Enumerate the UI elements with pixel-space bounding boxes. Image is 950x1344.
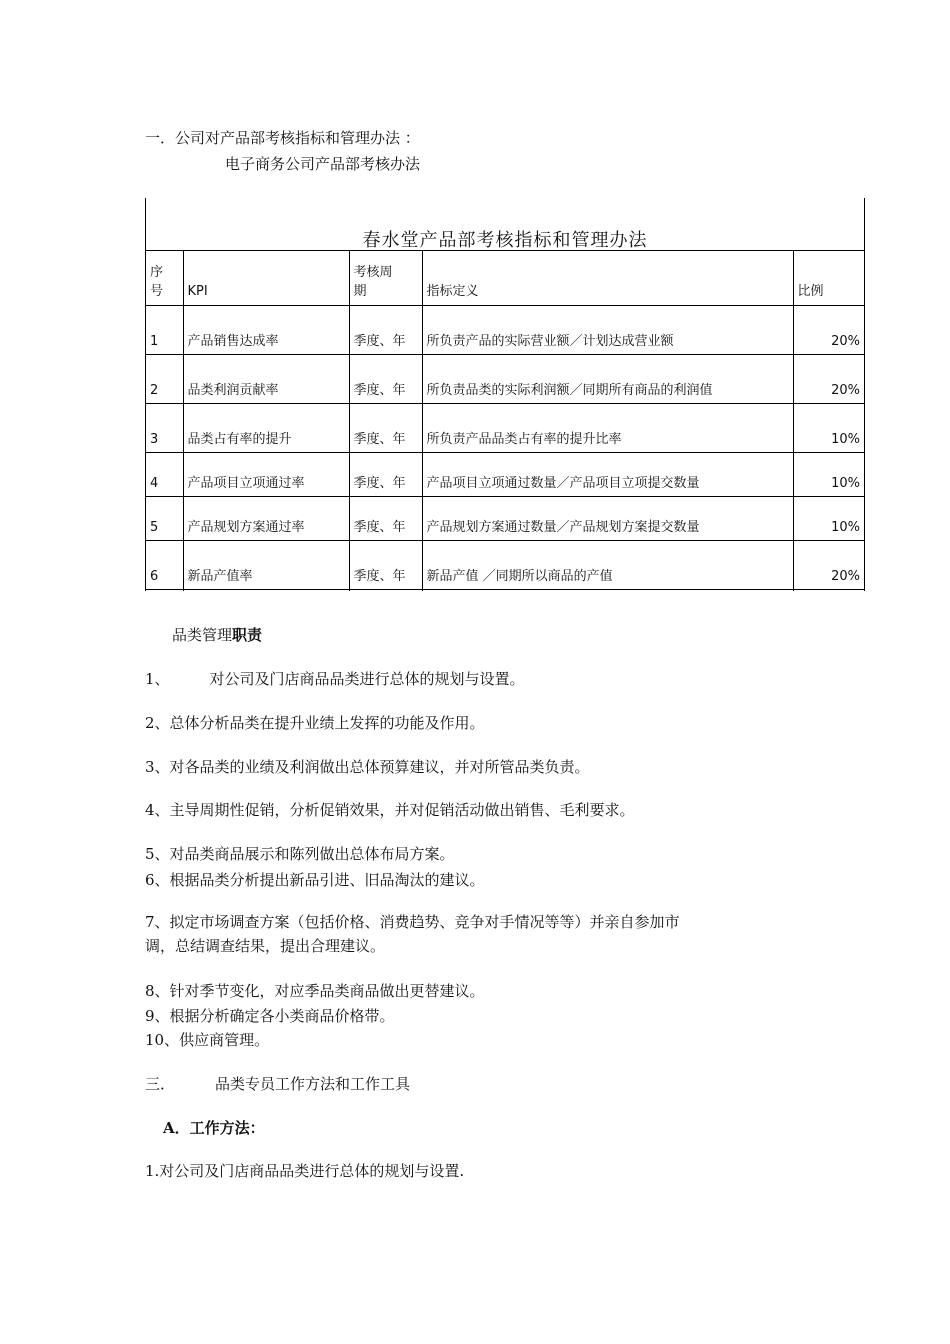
cell-no: 3 [146, 404, 183, 453]
cell-definition: 所负责产品品类占有率的提升比率 [422, 404, 793, 453]
table-header-row [146, 251, 864, 306]
duty-item: 3、对各品类的业绩及利润做出总体预算建议，并对所管品类负责。 [145, 758, 590, 776]
cell-period: 季度、年 [349, 541, 422, 590]
cell-ratio: 10% [793, 453, 864, 497]
header-period: 考核周 期 [349, 251, 422, 306]
duty-item: 1、 对公司及门店商品品类进行总体的规划与设置。 [145, 670, 525, 688]
duty-item: 7、拟定市场调查方案（包括价格、消费趋势、竞争对手情况等等）并亲自参加市 [145, 913, 680, 931]
table-title: 春水堂产品部考核指标和管理办法 [362, 230, 648, 251]
cell-ratio: 20% [793, 541, 864, 590]
table-row [146, 355, 864, 404]
duty-item: 4、主导周期性促销，分析促销效果，并对促销活动做出销售、毛利要求。 [145, 801, 635, 819]
table-row [146, 453, 864, 497]
cell-ratio: 10% [793, 404, 864, 453]
cell-kpi: 新品产值率 [183, 541, 349, 590]
table-row [146, 541, 864, 590]
cell-period: 季度、年 [349, 404, 422, 453]
duty-item-continued: 调，总结调查结果，提出合理建议。 [145, 937, 386, 955]
duty-item: 10、供应商管理。 [145, 1031, 270, 1049]
header-seq: 序 号 [146, 251, 183, 306]
duty-item: 8、针对季节变化，对应季品类商品做出更替建议。 [145, 982, 485, 1000]
cell-definition: 所负责品类的实际利润额／同期所有商品的利润值 [422, 355, 793, 404]
kpi-table-image [145, 198, 865, 591]
cell-period: 季度、年 [349, 306, 422, 355]
method-item: 1.对公司及门店商品品类进行总体的规划与设置. [145, 1162, 465, 1180]
cell-kpi: 产品项目立项通过率 [183, 453, 349, 497]
cell-ratio: 10% [793, 497, 864, 541]
table-row [146, 306, 864, 355]
duty-item: 6、根据品类分析提出新品引进、旧品淘汰的建议。 [145, 871, 485, 889]
header-definition: 指标定义 [422, 251, 793, 306]
cell-kpi: 产品规划方案通过率 [183, 497, 349, 541]
cell-kpi: 品类占有率的提升 [183, 404, 349, 453]
duty-item: 9、根据分析确定各小类商品价格带。 [145, 1007, 395, 1025]
duty-item: 2、总体分析品类在提升业绩上发挥的功能及作用。 [145, 714, 485, 732]
cell-period: 季度、年 [349, 497, 422, 541]
kpi-table [146, 250, 864, 591]
cell-definition: 产品项目立项通过数量／产品项目立项提交数量 [422, 453, 793, 497]
section3-heading: 三． 品类专员工作方法和工作工具 [145, 1075, 411, 1093]
sub-heading: 电子商务公司产品部考核办法 [225, 155, 421, 173]
cell-no: 1 [146, 306, 183, 355]
cell-definition: 产品规划方案通过数量／产品规划方案提交数量 [422, 497, 793, 541]
method-a-heading: A．工作方法： [163, 1119, 265, 1137]
table-row [146, 497, 864, 541]
cell-no: 6 [146, 541, 183, 590]
cell-ratio [793, 590, 864, 592]
cell-period: 季度、年 [349, 355, 422, 404]
header-ratio: 比例 [793, 251, 864, 306]
section-heading: 一．公司对产品部考核指标和管理办法 ： [145, 129, 420, 147]
cell-definition [422, 590, 793, 592]
duty-item: 5、对品类商品展示和陈列做出总体布局方案。 [145, 845, 455, 863]
cell-kpi: 产品销售达成率 [183, 306, 349, 355]
table-row [146, 590, 864, 592]
cell-no [146, 590, 183, 592]
cell-ratio: 20% [793, 355, 864, 404]
cell-kpi: 品类利润贡献率 [183, 355, 349, 404]
cell-definition: 所负责产品的实际营业额／计划达成营业额 [422, 306, 793, 355]
cell-ratio: 20% [793, 306, 864, 355]
cell-definition: 新品产值 ／同期所以商品的产值 [422, 541, 793, 590]
cell-no: 2 [146, 355, 183, 404]
header-kpi: KPI [183, 251, 349, 306]
category-duties-title: 品类管理职责 [172, 626, 263, 644]
cell-period [349, 590, 422, 592]
cell-no: 5 [146, 497, 183, 541]
table-row [146, 404, 864, 453]
cell-period: 季度、年 [349, 453, 422, 497]
cell-kpi [183, 590, 349, 592]
cell-no: 4 [146, 453, 183, 497]
